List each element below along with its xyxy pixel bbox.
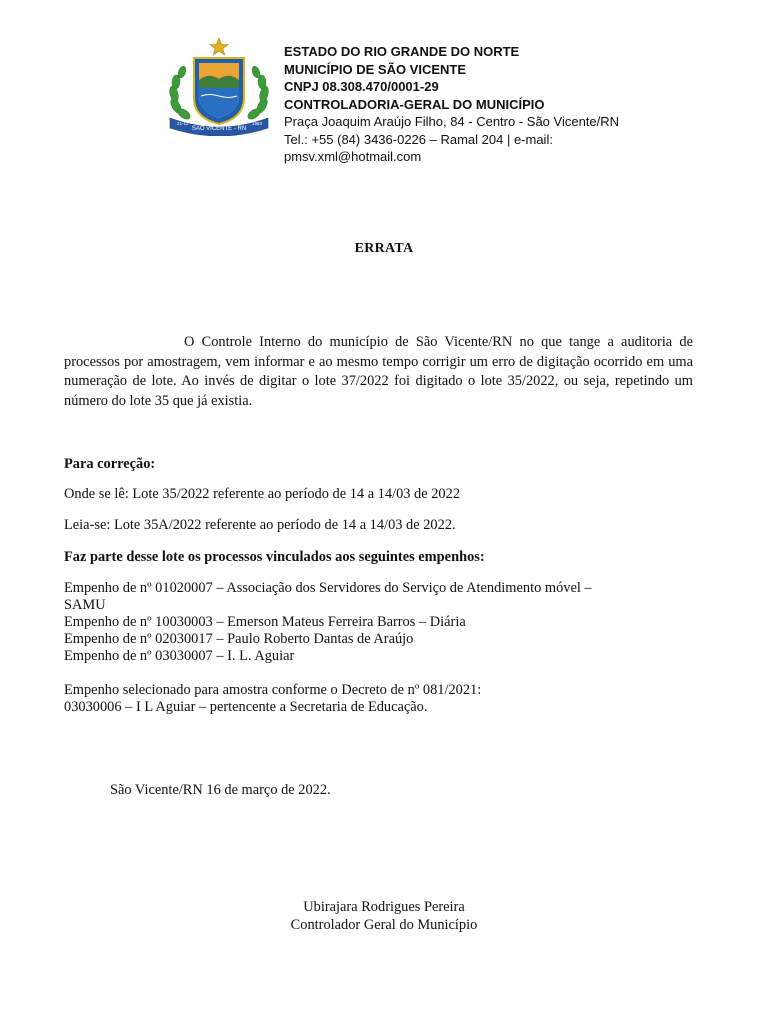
correction-heading: Para correção: [64, 456, 156, 472]
municipal-coat-of-arms-logo [164, 36, 274, 136]
header-state: ESTADO DO RIO GRANDE DO NORTE [284, 44, 520, 59]
header-department: CONTROLADORIA-GERAL DO MUNICÍPIO [284, 96, 545, 112]
body-paragraph [64, 333, 693, 411]
empenho-list [64, 580, 664, 665]
header-cnpj: CNPJ 08.308.470/0001-29 [284, 79, 439, 94]
sample-block [64, 682, 664, 716]
header-address: Praça Joaquim Araújo Filho, 84 - Centro - São Vicente/RN [284, 114, 620, 129]
where-reads-line: Onde se lê: Lote 35/2022 referente ao período de 14 a 14/03 de 2022 [64, 486, 461, 502]
ribbon-right-date: 1953 [252, 121, 263, 126]
header-phone: Tel.: +55 (84) 3436-0226 – Ramal 204 | e-mail: [284, 131, 553, 147]
list-item: Empenho de nº 01020007 – Associação dos Servidores do Serviço de Atendimento móvel – [64, 580, 592, 596]
ribbon-left-date: 21-12 [177, 121, 189, 126]
sample-line-2: 03030006 – I L Aguiar – pertencente a Secretaria de Educação. [64, 699, 428, 715]
list-item: Empenho de nº 10030003 – Emerson Mateus Ferreira Barros – Diária [64, 614, 466, 630]
signature-block [0, 898, 768, 934]
date-line: São Vicente/RN 16 de março de 2022. [110, 782, 331, 798]
lot-heading: Faz parte desse lote os processos vinculados aos seguintes empenhos: [64, 549, 485, 565]
list-item: SAMU [64, 597, 106, 613]
header-email: pmsv.xml@hotmail.com [284, 149, 422, 164]
should-read-line: Leia-se: Lote 35A/2022 referente ao período de 14 a 14/03 de 2022. [64, 517, 456, 533]
list-item: Empenho de nº 02030017 – Paulo Roberto Dantas de Araújo [64, 631, 414, 647]
sample-line-1: Empenho selecionado para amostra conforme o Decreto de nº 081/2021: [64, 682, 482, 698]
body-paragraph-text: O Controle Interno do município de São Vicente/RN no que tange a auditoria de processos por amostragem, vem informar e ao mesmo tempo corrigir um erro de digitação ocorrido em uma numeração de lote. Ao invés de digitar o lote 37/2022 foi digitado o lote 35/2022, ou seja, repetindo um número do lote 35 que já existia. [64, 334, 693, 409]
header-municipality: MUNICÍPIO DE SÃO VICENTE [284, 61, 467, 77]
signatory-name: Ubirajara Rodrigues Pereira [303, 899, 465, 915]
signatory-role: Controlador Geral do Município [290, 917, 478, 933]
letterhead [284, 43, 704, 166]
document-title: ERRATA [354, 241, 414, 256]
list-item: Empenho de nº 03030007 – I. L. Aguiar [64, 648, 295, 664]
ribbon-text: SÃO VICENTE - RN [191, 126, 247, 132]
